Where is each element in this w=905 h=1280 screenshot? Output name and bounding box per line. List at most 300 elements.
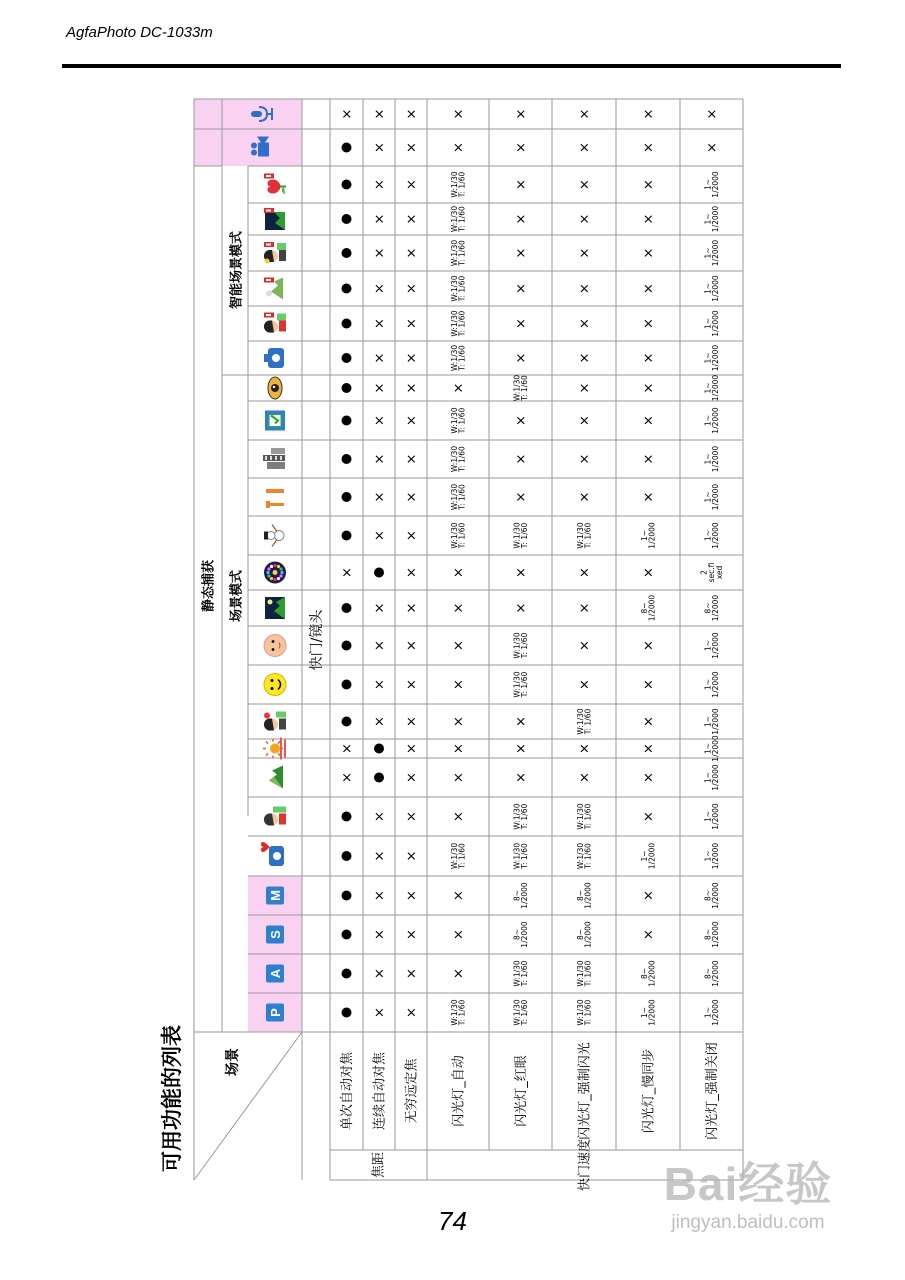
- cell-cross: [405, 968, 420, 979]
- svg-text:1/2000: 1/2000: [711, 960, 721, 987]
- night-portrait-icon: [264, 712, 286, 731]
- cell-cross: [405, 383, 420, 394]
- svg-text:×: ×: [641, 318, 657, 329]
- svg-text:1/2000: 1/2000: [711, 239, 721, 267]
- row-label: [451, 1055, 467, 1127]
- cell-cross: [578, 772, 593, 783]
- cell-dot: [342, 1008, 352, 1018]
- cell-cross: [452, 811, 467, 822]
- svg-text:1/2000: 1/2000: [711, 708, 721, 735]
- svg-text:1~: 1~: [703, 1006, 713, 1019]
- cell-dot: [342, 353, 352, 363]
- cell-value: [703, 671, 720, 698]
- svg-text:×: ×: [577, 352, 593, 364]
- cell-dot: [342, 680, 352, 690]
- cell-cross: [340, 743, 355, 754]
- cell-value: [450, 843, 467, 870]
- svg-text:×: ×: [404, 142, 420, 153]
- svg-text:×: ×: [404, 415, 420, 426]
- svg-text:W:1/30: W:1/30: [512, 522, 522, 549]
- cell-cross: [373, 179, 388, 190]
- cell-cross: [405, 851, 420, 862]
- cell-value: [512, 960, 529, 987]
- svg-text:×: ×: [372, 716, 388, 727]
- svg-text:×: ×: [451, 640, 467, 651]
- cell-cross: [514, 415, 529, 426]
- cell-value: [703, 960, 720, 987]
- svg-text:×: ×: [404, 716, 420, 727]
- svg-text:1/2000: 1/2000: [647, 594, 657, 622]
- svg-text:×: ×: [372, 318, 388, 329]
- svg-text:8~: 8~: [575, 928, 585, 941]
- svg-text:T: 1/60: T: 1/60: [520, 803, 530, 830]
- svg-text:×: ×: [641, 453, 657, 465]
- cell-value: [703, 240, 720, 267]
- svg-text:×: ×: [577, 179, 593, 190]
- svg-text:1~: 1~: [703, 382, 713, 394]
- cell-cross: [373, 640, 388, 651]
- cell-cross: [642, 353, 657, 364]
- cell-value: [703, 882, 720, 909]
- row-label: [372, 1051, 388, 1130]
- cell-dot: [342, 717, 352, 727]
- cell-value: [450, 240, 467, 267]
- cell-cross: [405, 567, 420, 578]
- cell-cross: [405, 929, 420, 940]
- landscape-icon: [269, 766, 283, 789]
- svg-text:×: ×: [372, 382, 388, 394]
- svg-text:×: ×: [404, 318, 420, 329]
- svg-text:W:1/30: W:1/30: [575, 803, 585, 830]
- svg-text:×: ×: [514, 142, 530, 153]
- svg-text:×: ×: [404, 890, 420, 901]
- cell-cross: [452, 890, 467, 901]
- cell-cross: [578, 248, 593, 259]
- svg-text:×: ×: [372, 352, 388, 364]
- svg-text:×: ×: [404, 743, 420, 754]
- smart-night-portrait-icon: [264, 242, 286, 264]
- cell-value: [450, 522, 467, 549]
- cell-value: [512, 632, 529, 659]
- cell-value: [450, 446, 467, 473]
- svg-text:×: ×: [372, 415, 388, 426]
- svg-text:1/2000: 1/2000: [711, 522, 721, 549]
- cell-dot: [342, 851, 352, 861]
- cell-dot: [342, 641, 352, 651]
- cell-dot: [342, 416, 352, 426]
- cell-value: [703, 708, 720, 735]
- svg-text:×: ×: [514, 247, 530, 259]
- corner-label: [224, 1048, 241, 1076]
- cell-value: [703, 999, 720, 1026]
- svg-text:1~: 1~: [703, 810, 713, 823]
- cell-cross: [373, 214, 388, 225]
- svg-text:×: ×: [641, 890, 657, 901]
- svg-text:×: ×: [577, 415, 593, 426]
- cell-cross: [405, 679, 420, 690]
- svg-text:×: ×: [641, 929, 657, 940]
- cell-value: [703, 843, 720, 870]
- svg-text:1/2000: 1/2000: [647, 842, 657, 870]
- svg-text:×: ×: [404, 283, 420, 294]
- cell-cross: [514, 492, 529, 503]
- cell-value: [576, 960, 593, 987]
- cell-cross: [452, 743, 467, 754]
- svg-text:T: 1/60: T: 1/60: [583, 803, 593, 830]
- svg-text:1/2000: 1/2000: [711, 310, 721, 337]
- svg-text:1/2000: 1/2000: [711, 205, 721, 233]
- cell-cross: [340, 772, 355, 783]
- row-label: [513, 1055, 529, 1127]
- cell-cross: [405, 772, 420, 783]
- svg-text:T: 1/60: T: 1/60: [583, 960, 593, 987]
- svg-text:×: ×: [372, 640, 388, 651]
- page-title: 可用功能的列表: [160, 1025, 184, 1172]
- svg-text:1/2000: 1/2000: [711, 374, 721, 402]
- svg-text:T: 1/60: T: 1/60: [457, 206, 467, 232]
- cell-cross: [405, 716, 420, 727]
- svg-text:闪光灯_强制关闭: 闪光灯_强制关闭: [705, 1042, 721, 1140]
- svg-text:2: 2: [699, 570, 709, 575]
- svg-text:×: ×: [372, 850, 388, 862]
- mode-a-icon: [266, 965, 284, 983]
- cell-cross: [452, 640, 467, 651]
- svg-text:×: ×: [577, 318, 593, 329]
- svg-text:W:1/30: W:1/30: [449, 239, 459, 267]
- svg-text:×: ×: [514, 567, 530, 578]
- food-icon: [266, 489, 284, 508]
- svg-text:T: 1/60: T: 1/60: [583, 999, 593, 1026]
- svg-text:×: ×: [577, 491, 593, 503]
- svg-text:×: ×: [404, 567, 420, 578]
- svg-text:1~: 1~: [703, 282, 713, 295]
- cell-cross: [452, 603, 467, 614]
- cell-value: [450, 484, 467, 511]
- cell-value: [640, 595, 657, 622]
- svg-text:W:1/30: W:1/30: [512, 374, 522, 402]
- svg-text:×: ×: [514, 716, 530, 727]
- cell-cross: [405, 603, 420, 614]
- cell-cross: [405, 214, 420, 225]
- svg-text:W:1/30: W:1/30: [575, 842, 585, 870]
- svg-text:×: ×: [372, 602, 388, 614]
- cell-cross: [373, 318, 388, 329]
- cell-cross: [578, 283, 593, 294]
- svg-text:×: ×: [705, 108, 721, 120]
- svg-text:×: ×: [404, 602, 420, 614]
- svg-text:×: ×: [404, 811, 420, 822]
- cell-cross: [452, 772, 467, 783]
- svg-text:T: 1/60: T: 1/60: [457, 843, 467, 869]
- cell-cross: [642, 567, 657, 578]
- cell-cross: [405, 142, 420, 153]
- svg-text:W:1/30: W:1/30: [512, 842, 522, 870]
- svg-text:场景模式: 场景模式: [229, 569, 245, 623]
- mode-m-icon: [266, 887, 284, 905]
- svg-text:1/2000: 1/2000: [711, 999, 721, 1026]
- cell-cross: [340, 109, 355, 120]
- svg-text:1~: 1~: [703, 317, 713, 330]
- cell-cross: [514, 716, 529, 727]
- svg-text:T: 1/60: T: 1/60: [583, 708, 593, 735]
- cell-cross: [578, 109, 593, 120]
- svg-text:×: ×: [451, 968, 467, 979]
- svg-text:1/2000: 1/2000: [520, 921, 530, 948]
- svg-text:1~: 1~: [703, 850, 713, 862]
- svg-text:×: ×: [514, 179, 530, 190]
- cell-cross: [642, 640, 657, 651]
- cell-value: [512, 375, 529, 402]
- svg-text:1/2000: 1/2000: [711, 344, 721, 372]
- cell-cross: [452, 716, 467, 727]
- svg-text:W:1/30: W:1/30: [512, 999, 522, 1026]
- cell-cross: [514, 142, 529, 153]
- svg-text:×: ×: [641, 179, 657, 190]
- cell-dot: [374, 568, 384, 578]
- svg-text:1/2000: 1/2000: [711, 842, 721, 870]
- cell-dot: [342, 383, 352, 393]
- svg-text:1/2000: 1/2000: [647, 999, 657, 1026]
- cell-value: [703, 446, 720, 473]
- svg-text:场景: 场景: [225, 1048, 242, 1076]
- cell-value: [640, 843, 657, 870]
- cell-cross: [405, 640, 420, 651]
- svg-text:W:1/30: W:1/30: [449, 483, 459, 511]
- cell-cross: [405, 353, 420, 364]
- cell-dot: [342, 143, 352, 153]
- svg-text:1/2000: 1/2000: [711, 764, 721, 791]
- svg-text:8~: 8~: [703, 928, 713, 941]
- svg-text:单次自动对焦: 单次自动对焦: [340, 1051, 356, 1131]
- svg-text:×: ×: [577, 108, 593, 120]
- cell-cross: [642, 890, 657, 901]
- svg-text:1/2000: 1/2000: [711, 632, 721, 659]
- watermark: [628, 1148, 868, 1258]
- svg-text:×: ×: [641, 772, 657, 783]
- video-voice-header-bg: [194, 99, 302, 166]
- svg-text:×: ×: [372, 968, 388, 979]
- svg-text:×: ×: [372, 247, 388, 259]
- svg-text:×: ×: [514, 453, 530, 465]
- fireworks-icon: [264, 562, 286, 584]
- cell-cross: [514, 318, 529, 329]
- cell-value: [450, 171, 467, 198]
- svg-text:W:1/30: W:1/30: [512, 803, 522, 830]
- cell-cross: [373, 716, 388, 727]
- cell-value: [699, 562, 724, 582]
- cell-cross: [642, 929, 657, 940]
- svg-text:×: ×: [577, 772, 593, 783]
- cell-cross: [642, 679, 657, 690]
- cell-cross: [514, 603, 529, 614]
- cell-cross: [578, 318, 593, 329]
- svg-text:×: ×: [451, 890, 467, 901]
- cell-cross: [705, 142, 720, 153]
- night-landscape-icon: [265, 597, 285, 619]
- svg-text:T: 1/60: T: 1/60: [457, 345, 467, 371]
- cell-dot: [342, 603, 352, 613]
- cell-value: [703, 764, 720, 791]
- cell-cross: [578, 492, 593, 503]
- svg-text:T: 1/60: T: 1/60: [520, 522, 530, 549]
- cell-cross: [642, 743, 657, 754]
- cell-cross: [705, 109, 720, 120]
- cell-dot: [342, 531, 352, 541]
- svg-text:×: ×: [404, 679, 420, 690]
- svg-text:×: ×: [641, 640, 657, 651]
- cell-cross: [578, 603, 593, 614]
- svg-text:×: ×: [577, 453, 593, 465]
- svg-text:×: ×: [404, 640, 420, 651]
- cell-cross: [373, 890, 388, 901]
- svg-text:W:1/30: W:1/30: [449, 842, 459, 870]
- cell-cross: [373, 929, 388, 940]
- svg-text:闪光灯_红眼: 闪光灯_红眼: [514, 1055, 530, 1127]
- svg-text:×: ×: [372, 283, 388, 294]
- svg-text:×: ×: [451, 679, 467, 690]
- cell-value: [512, 999, 529, 1026]
- page-number: 74: [438, 1206, 467, 1236]
- svg-text:1~: 1~: [703, 715, 713, 728]
- svg-text:1~: 1~: [703, 213, 713, 225]
- svg-text:8~: 8~: [703, 967, 713, 980]
- watermark-logo: Bai经验: [663, 1158, 833, 1210]
- cell-dot: [342, 214, 352, 224]
- mode-p-icon: [266, 1004, 284, 1022]
- cell-cross: [405, 318, 420, 329]
- svg-text:×: ×: [514, 213, 530, 225]
- svg-text:8~: 8~: [512, 889, 522, 902]
- cell-cross: [642, 248, 657, 259]
- cell-cross: [373, 811, 388, 822]
- cell-cross: [405, 179, 420, 190]
- cell-cross: [578, 353, 593, 364]
- svg-text:×: ×: [404, 382, 420, 394]
- svg-text:W:1/30: W:1/30: [575, 999, 585, 1026]
- watermark-url: jingyan.baidu.com: [671, 1212, 825, 1233]
- cell-cross: [373, 530, 388, 541]
- svg-text:1~: 1~: [703, 453, 713, 465]
- cell-cross: [642, 415, 657, 426]
- cell-cross: [514, 179, 529, 190]
- cell-cross: [514, 283, 529, 294]
- svg-text:T: 1/60: T: 1/60: [583, 522, 593, 549]
- snow-icon: [264, 525, 284, 547]
- svg-text:×: ×: [404, 453, 420, 465]
- smart-night-landscape-icon: [264, 208, 285, 230]
- smart-scene-label: [229, 231, 245, 309]
- cell-value: [450, 206, 467, 233]
- cell-dot: [342, 248, 352, 258]
- cell-value: [576, 522, 593, 549]
- cell-value: [576, 803, 593, 830]
- svg-text:1/2000: 1/2000: [520, 882, 530, 909]
- cell-value: [640, 999, 657, 1026]
- cell-value: [450, 345, 467, 372]
- svg-text:1/2000: 1/2000: [711, 407, 721, 434]
- svg-text:×: ×: [404, 530, 420, 541]
- cell-cross: [578, 640, 593, 651]
- svg-text:×: ×: [577, 142, 593, 153]
- mode-s-icon: [266, 926, 284, 944]
- shutter-lens-label: [308, 609, 325, 671]
- svg-text:×: ×: [404, 247, 420, 259]
- cell-value: [512, 882, 529, 909]
- svg-text:智能场景模式: 智能场景模式: [229, 230, 245, 310]
- svg-text:1/2000: 1/2000: [711, 275, 721, 302]
- still-capture-label: [201, 560, 217, 612]
- cell-value: [703, 632, 720, 659]
- svg-text:×: ×: [404, 1007, 420, 1018]
- svg-text:×: ×: [404, 850, 420, 862]
- svg-text:1/2000: 1/2000: [711, 921, 721, 948]
- svg-text:xed: xed: [715, 565, 725, 580]
- building-icon: [263, 448, 285, 469]
- cell-cross: [578, 743, 593, 754]
- svg-text:×: ×: [514, 491, 530, 503]
- svg-text:T: 1/60: T: 1/60: [457, 407, 467, 434]
- cell-cross: [452, 567, 467, 578]
- svg-text:1/2000: 1/2000: [711, 671, 721, 698]
- svg-text:1~: 1~: [639, 1006, 649, 1019]
- svg-text:快门速度: 快门速度: [577, 1138, 593, 1192]
- svg-text:1~: 1~: [703, 678, 713, 691]
- camera-heart-icon: [261, 842, 284, 866]
- svg-text:×: ×: [514, 772, 530, 783]
- svg-text:闪光灯_慢同步: 闪光灯_慢同步: [641, 1048, 657, 1134]
- cell-value: [703, 275, 720, 302]
- svg-text:×: ×: [514, 602, 530, 614]
- svg-text:T: 1/60: T: 1/60: [583, 843, 593, 869]
- svg-text:1~: 1~: [703, 639, 713, 652]
- row-label: [577, 1042, 593, 1140]
- svg-text:闪光灯_自动: 闪光灯_自动: [451, 1055, 467, 1127]
- svg-text:×: ×: [451, 602, 467, 614]
- cell-value: [703, 407, 720, 434]
- svg-text:1/2000: 1/2000: [711, 803, 721, 830]
- cell-value: [512, 843, 529, 870]
- cell-cross: [373, 383, 388, 394]
- svg-text:1/2000: 1/2000: [711, 171, 721, 198]
- svg-text:M: M: [268, 890, 283, 901]
- cell-cross: [373, 492, 388, 503]
- svg-text:×: ×: [514, 352, 530, 364]
- smile-icon: [264, 674, 286, 696]
- svg-text:W:1/30: W:1/30: [449, 310, 459, 337]
- svg-text:连续自动对焦: 连续自动对焦: [372, 1051, 388, 1131]
- svg-text:×: ×: [641, 142, 657, 153]
- svg-text:×: ×: [372, 108, 388, 120]
- cell-value: [703, 484, 720, 511]
- cell-value: [703, 522, 720, 549]
- cell-dot: [342, 891, 352, 901]
- svg-text:1~: 1~: [703, 771, 713, 784]
- svg-text:T: 1/60: T: 1/60: [457, 999, 467, 1026]
- svg-text:W:1/30: W:1/30: [449, 275, 459, 302]
- svg-text:W:1/30: W:1/30: [512, 632, 522, 659]
- svg-text:×: ×: [577, 567, 593, 578]
- cell-value: [450, 999, 467, 1026]
- svg-text:1~: 1~: [703, 742, 713, 755]
- svg-text:8~: 8~: [575, 889, 585, 902]
- eye-icon: [268, 377, 282, 399]
- cell-cross: [642, 492, 657, 503]
- svg-text:×: ×: [641, 491, 657, 503]
- svg-text:×: ×: [514, 283, 530, 294]
- svg-text:×: ×: [372, 213, 388, 225]
- svg-text:×: ×: [451, 743, 467, 754]
- svg-text:×: ×: [404, 968, 420, 979]
